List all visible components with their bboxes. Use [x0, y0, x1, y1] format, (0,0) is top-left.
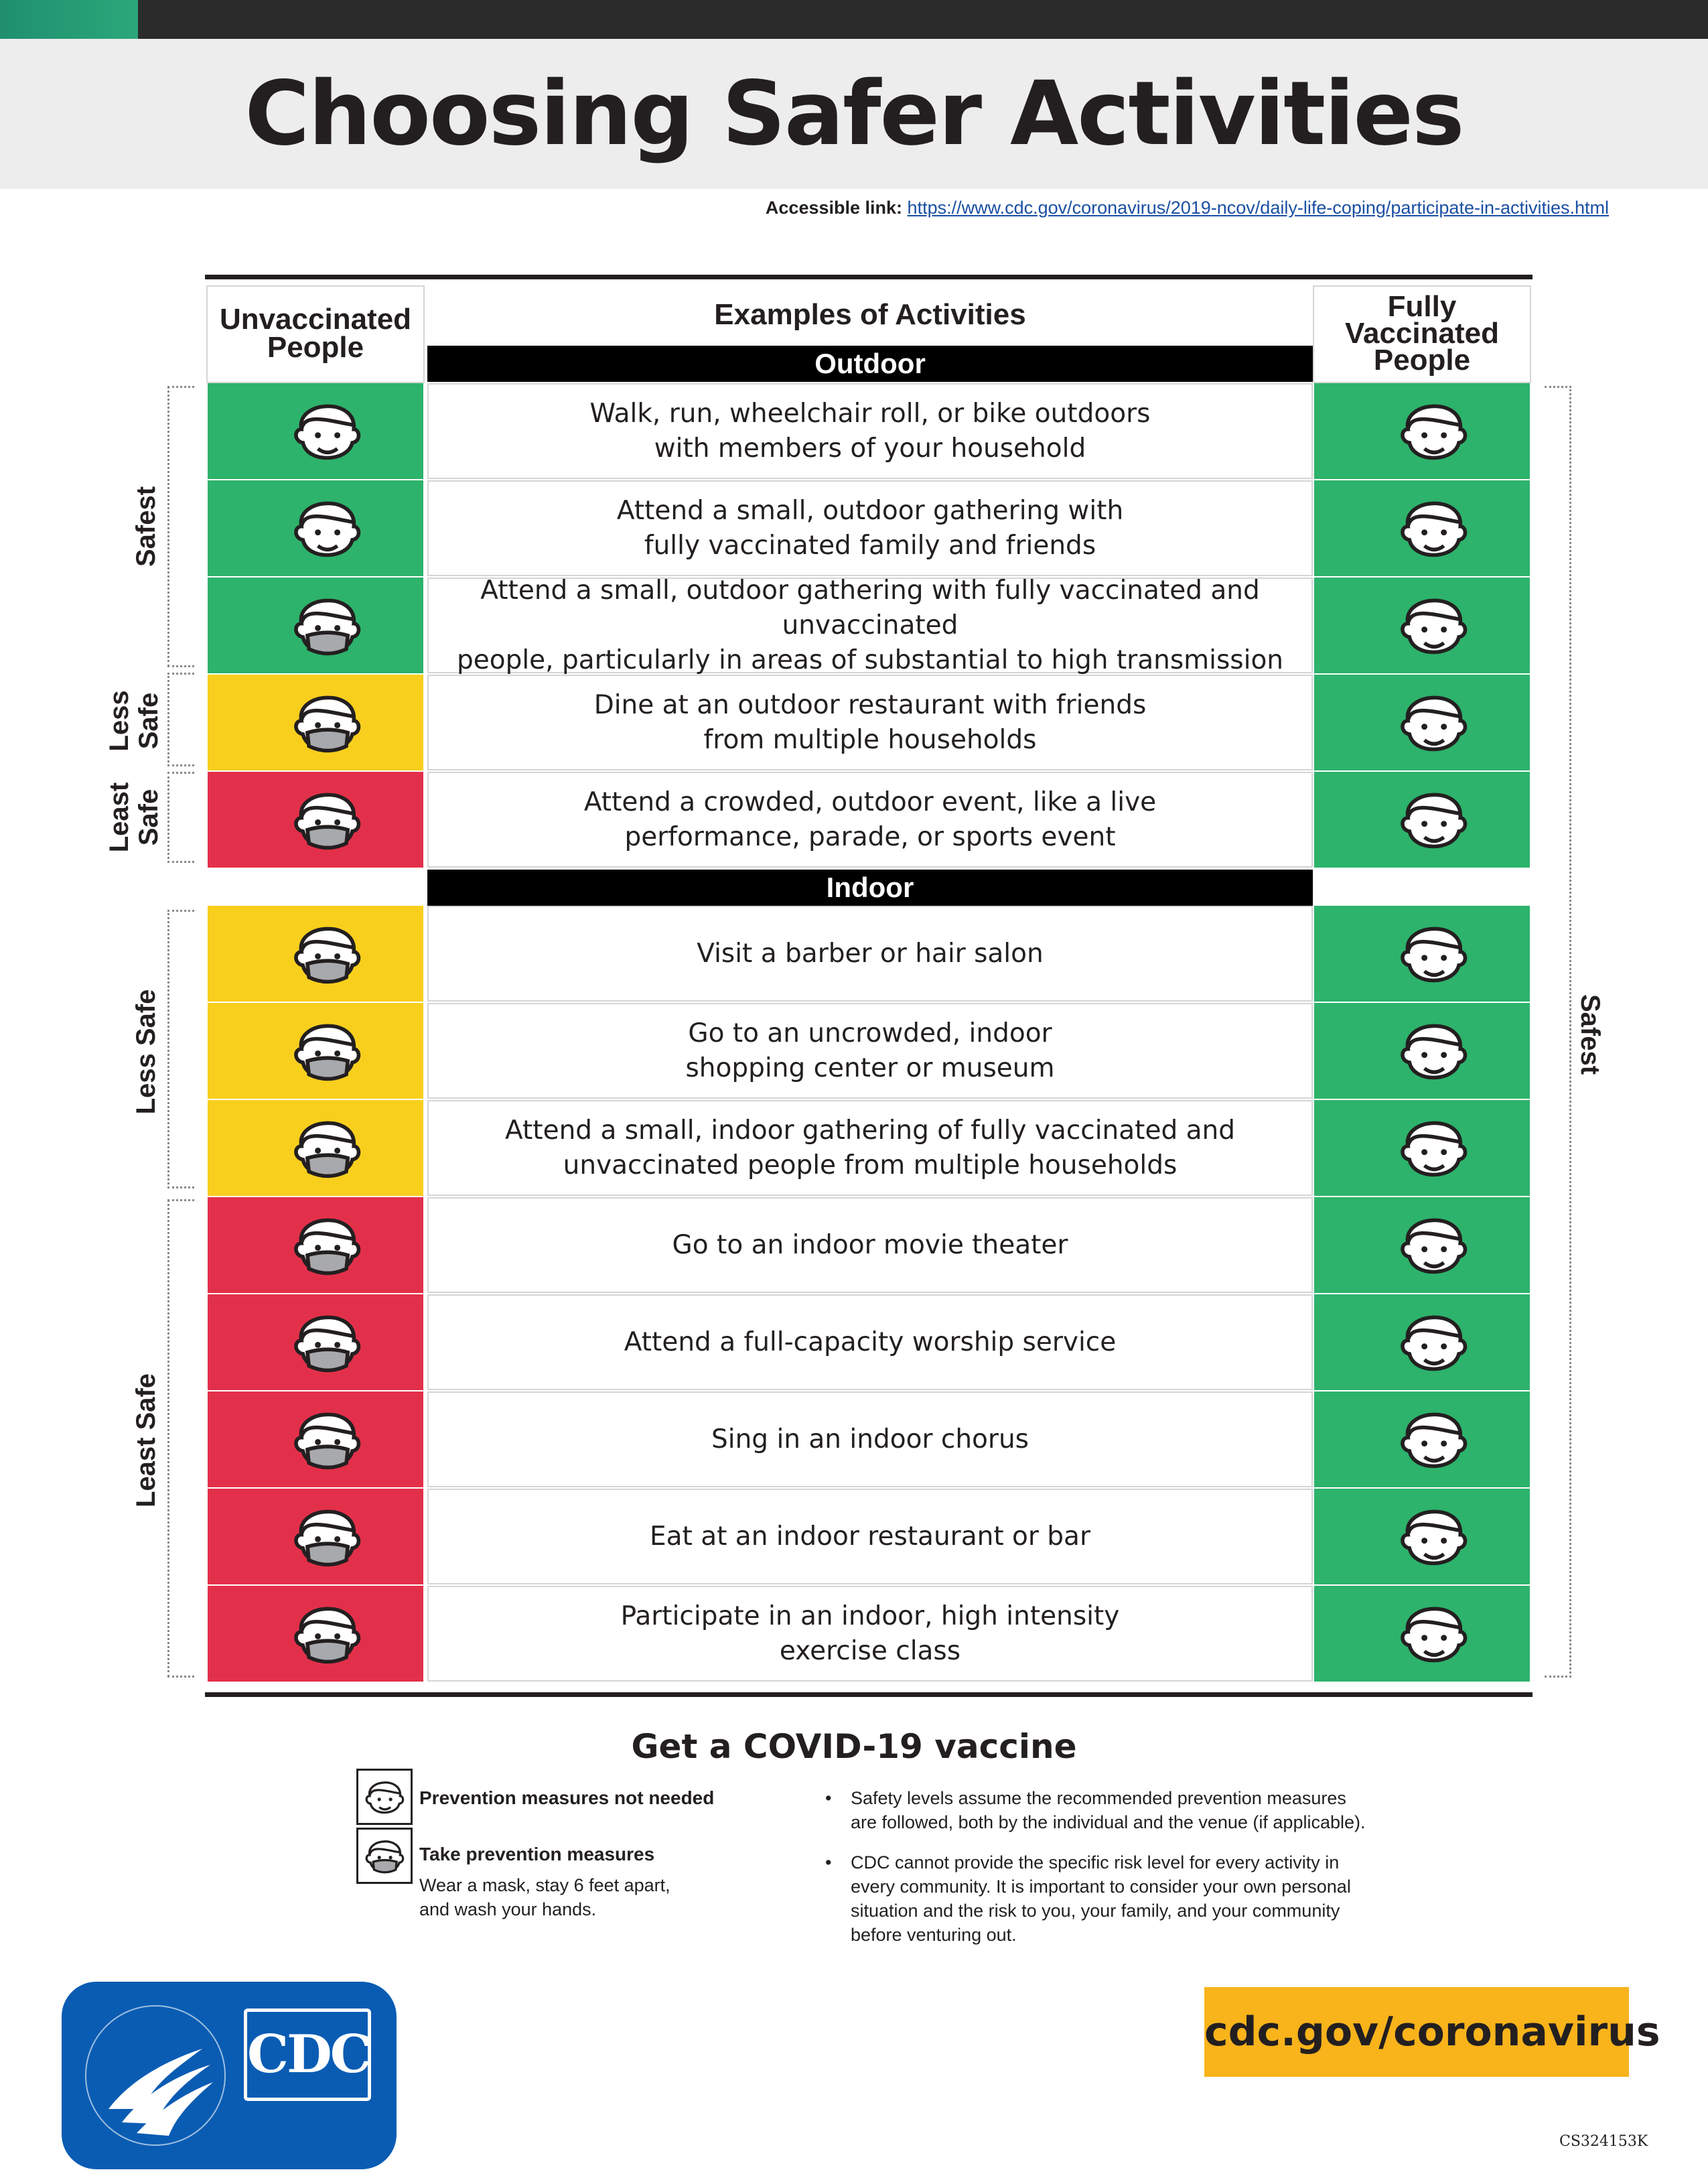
- activity-cell: [427, 675, 1313, 770]
- face-icon: [1389, 1394, 1478, 1484]
- bullet: •: [825, 1852, 832, 1872]
- masked-face-icon: [282, 1491, 372, 1581]
- vaccine-cta: Get a COVID-19 vaccine: [631, 1727, 1077, 1766]
- activity-cell: [427, 772, 1313, 868]
- face-icon: [1389, 774, 1478, 864]
- unvaccinated-risk-cell: [208, 1197, 423, 1293]
- legend-face-icon: [356, 1769, 413, 1825]
- masked-face-icon: [282, 1394, 372, 1484]
- vaccinated-risk-cell: [1314, 772, 1530, 868]
- note-safety-levels: [825, 1786, 1428, 1834]
- bracket-safest-right: [1545, 386, 1571, 1678]
- outdoor-section-bar: Outdoor: [427, 346, 1313, 382]
- note-risk-level-text: CDC cannot provide the specific risk level for every activity in every community. It is important to consider your own personal situation and the risk to you, your family, and your community before venturing out.: [851, 1852, 1351, 1945]
- unvaccinated-header-label: Unvaccinated People: [219, 303, 412, 364]
- activity-cell: [427, 1391, 1313, 1487]
- masked-face-icon: [282, 1103, 372, 1193]
- bracket-safest-outdoor: [167, 386, 194, 667]
- activity-text: Attend a small, indoor gathering of fully vaccinated and unvaccinated people from multiple households: [505, 1115, 1235, 1180]
- accessible-link-line: [766, 194, 1609, 221]
- unvaccinated-risk-cell: [208, 1003, 423, 1099]
- activity-cell: [427, 1100, 1313, 1196]
- activity-text: Participate in an indoor, high intensity exercise class: [620, 1600, 1120, 1666]
- activity-text: Sing in an indoor chorus: [711, 1424, 1029, 1454]
- masked-face-icon: [282, 1297, 372, 1387]
- table-row: [205, 1100, 1533, 1197]
- face-icon: [1389, 908, 1478, 998]
- accessible-link-label: Accessible link:: [765, 198, 903, 218]
- activity-cell: [427, 1294, 1313, 1390]
- table-row: [205, 1003, 1533, 1100]
- label-safest-right: Safest: [1575, 994, 1605, 1075]
- label-less-safe-indoor: Less Safe: [131, 989, 161, 1115]
- masked-face-icon: [282, 677, 372, 767]
- accessible-link[interactable]: https://www.cdc.gov/coronavirus/2019-ncov/daily-life-coping/participate-in-activities.html: [907, 198, 1609, 218]
- label-least-safe-outdoor: Least Safe: [104, 782, 163, 853]
- table-row: [205, 577, 1533, 675]
- face-icon: [1389, 580, 1478, 670]
- activity-cell: [427, 1586, 1313, 1682]
- legend-measures: Take prevention measures: [419, 1844, 655, 1864]
- table-row: [205, 1489, 1533, 1586]
- vaccinated-risk-cell: [1314, 675, 1530, 770]
- legend-no-measures: Prevention measures not needed: [419, 1787, 715, 1808]
- legend-measures-detail: Wear a mask, stay 6 feet apart, and wash your hands.: [419, 1875, 670, 1919]
- masked-face-icon: [282, 1200, 372, 1290]
- activity-text: Go to an indoor movie theater: [672, 1229, 1068, 1260]
- hhs-eagle-icon: [62, 1982, 249, 2169]
- vaccinated-risk-cell: [1314, 1294, 1530, 1390]
- face-icon: [1389, 1103, 1478, 1193]
- unvaccinated-risk-cell: [208, 383, 423, 479]
- unvaccinated-risk-cell: [208, 577, 423, 673]
- table-row: [205, 1197, 1533, 1294]
- vaccinated-risk-cell: [1314, 480, 1530, 576]
- face-icon: [358, 1771, 411, 1823]
- activity-text: Attend a crowded, outdoor event, like a live performance, parade, or sports event: [583, 787, 1157, 852]
- masked-face-icon: [282, 908, 372, 998]
- activity-cell: [427, 383, 1313, 479]
- bracket-least-safe-indoor: [167, 1199, 194, 1678]
- vaccinated-risk-cell: [1314, 1586, 1530, 1682]
- activity-cell: [427, 1197, 1313, 1293]
- bullet: •: [825, 1788, 832, 1808]
- face-icon: [282, 386, 372, 476]
- table-row: [205, 772, 1533, 869]
- vaccinated-risk-cell: [1314, 1003, 1530, 1099]
- activity-text: Attend a small, outdoor gathering with fully vaccinated family and friends: [616, 495, 1124, 561]
- unvaccinated-risk-cell: [208, 1489, 423, 1584]
- vaccinated-risk-cell: [1314, 577, 1530, 673]
- vaccinated-risk-cell: [1314, 1100, 1530, 1196]
- unvaccinated-header: [206, 285, 425, 383]
- masked-face-icon: [282, 580, 372, 670]
- face-icon: [1389, 1297, 1478, 1387]
- activity-cell: [427, 906, 1313, 1002]
- activity-cell: [427, 1003, 1313, 1099]
- vaccinated-risk-cell: [1314, 1489, 1530, 1584]
- page-title: Choosing Safer Activities: [244, 62, 1464, 165]
- table-row: [205, 1294, 1533, 1391]
- masked-face-icon: [282, 1588, 372, 1678]
- unvaccinated-risk-cell: [208, 1391, 423, 1487]
- unvaccinated-risk-cell: [208, 772, 423, 868]
- note-risk-level: [825, 1850, 1428, 1947]
- vaccinated-risk-cell: [1314, 1197, 1530, 1293]
- activity-text: Attend a full-capacity worship service: [624, 1326, 1117, 1357]
- top-bar-accent: [0, 0, 138, 39]
- note-safety-levels-text: Safety levels assume the recommended prevention measures are followed, both by the individual and the venue (if applicable).: [851, 1788, 1366, 1832]
- bracket-least-safe-outdoor: [167, 772, 194, 863]
- bracket-less-safe-outdoor: [167, 673, 194, 766]
- table-bottom-rule: [205, 1692, 1533, 1697]
- face-icon: [1389, 1491, 1478, 1581]
- unvaccinated-risk-cell: [208, 1100, 423, 1196]
- activity-cell: [427, 480, 1313, 576]
- vaccinated-risk-cell: [1314, 383, 1530, 479]
- activity-text: Visit a barber or hair salon: [697, 938, 1044, 969]
- cdc-logo-mark: CDC: [244, 2008, 371, 2101]
- unvaccinated-risk-cell: [208, 1586, 423, 1682]
- label-less-safe-outdoor: Less Safe: [104, 690, 163, 752]
- legend-masked-face-icon: [356, 1828, 413, 1884]
- unvaccinated-risk-cell: [208, 480, 423, 576]
- bracket-less-safe-indoor: [167, 910, 194, 1188]
- activity-cell: [427, 577, 1313, 673]
- table-row: [205, 1586, 1533, 1683]
- unvaccinated-risk-cell: [208, 675, 423, 770]
- masked-face-icon: [282, 774, 372, 864]
- label-least-safe-indoor: Least Safe: [131, 1373, 161, 1508]
- face-icon: [1389, 386, 1478, 476]
- unvaccinated-risk-cell: [208, 1294, 423, 1390]
- masked-face-icon: [282, 1006, 372, 1095]
- table-row: [205, 1391, 1533, 1489]
- top-bar: [0, 0, 1708, 39]
- face-icon: [1389, 1200, 1478, 1290]
- masked-face-icon: [358, 1830, 411, 1882]
- indoor-section-bar: Indoor: [427, 870, 1313, 906]
- vaccinated-header: [1313, 285, 1531, 383]
- face-icon: [1389, 677, 1478, 767]
- table-row: [205, 480, 1533, 577]
- table-row: [205, 906, 1533, 1003]
- document-code: CS324153K: [1559, 2133, 1648, 2150]
- unvaccinated-risk-cell: [208, 906, 423, 1002]
- activity-text: Go to an uncrowded, indoor shopping center or museum: [685, 1018, 1055, 1083]
- table-top-rule: [205, 275, 1533, 279]
- vaccinated-risk-cell: [1314, 1391, 1530, 1487]
- label-safest: Safest: [131, 486, 161, 567]
- activity-cell: [427, 1489, 1313, 1584]
- activity-text: Attend a small, outdoor gathering with fully vaccinated and unvaccinated people, particularly in areas of substantial to high transmission: [456, 575, 1284, 675]
- face-icon: [1389, 483, 1478, 573]
- examples-header: Examples of Activities: [714, 298, 1026, 331]
- face-icon: [1389, 1588, 1478, 1678]
- activity-text: Walk, run, wheelchair roll, or bike outdoors with members of your household: [589, 398, 1151, 464]
- face-icon: [1389, 1006, 1478, 1095]
- activity-text: Eat at an indoor restaurant or bar: [649, 1521, 1090, 1552]
- activity-text: Dine at an outdoor restaurant with friends from multiple households: [593, 689, 1147, 755]
- vaccinated-header-label: Fully Vaccinated People: [1345, 290, 1499, 377]
- table-row: [205, 675, 1533, 772]
- website-badge[interactable]: cdc.gov/coronavirus: [1204, 1987, 1629, 2077]
- vaccinated-risk-cell: [1314, 906, 1530, 1002]
- table-row: [205, 383, 1533, 480]
- face-icon: [282, 483, 372, 573]
